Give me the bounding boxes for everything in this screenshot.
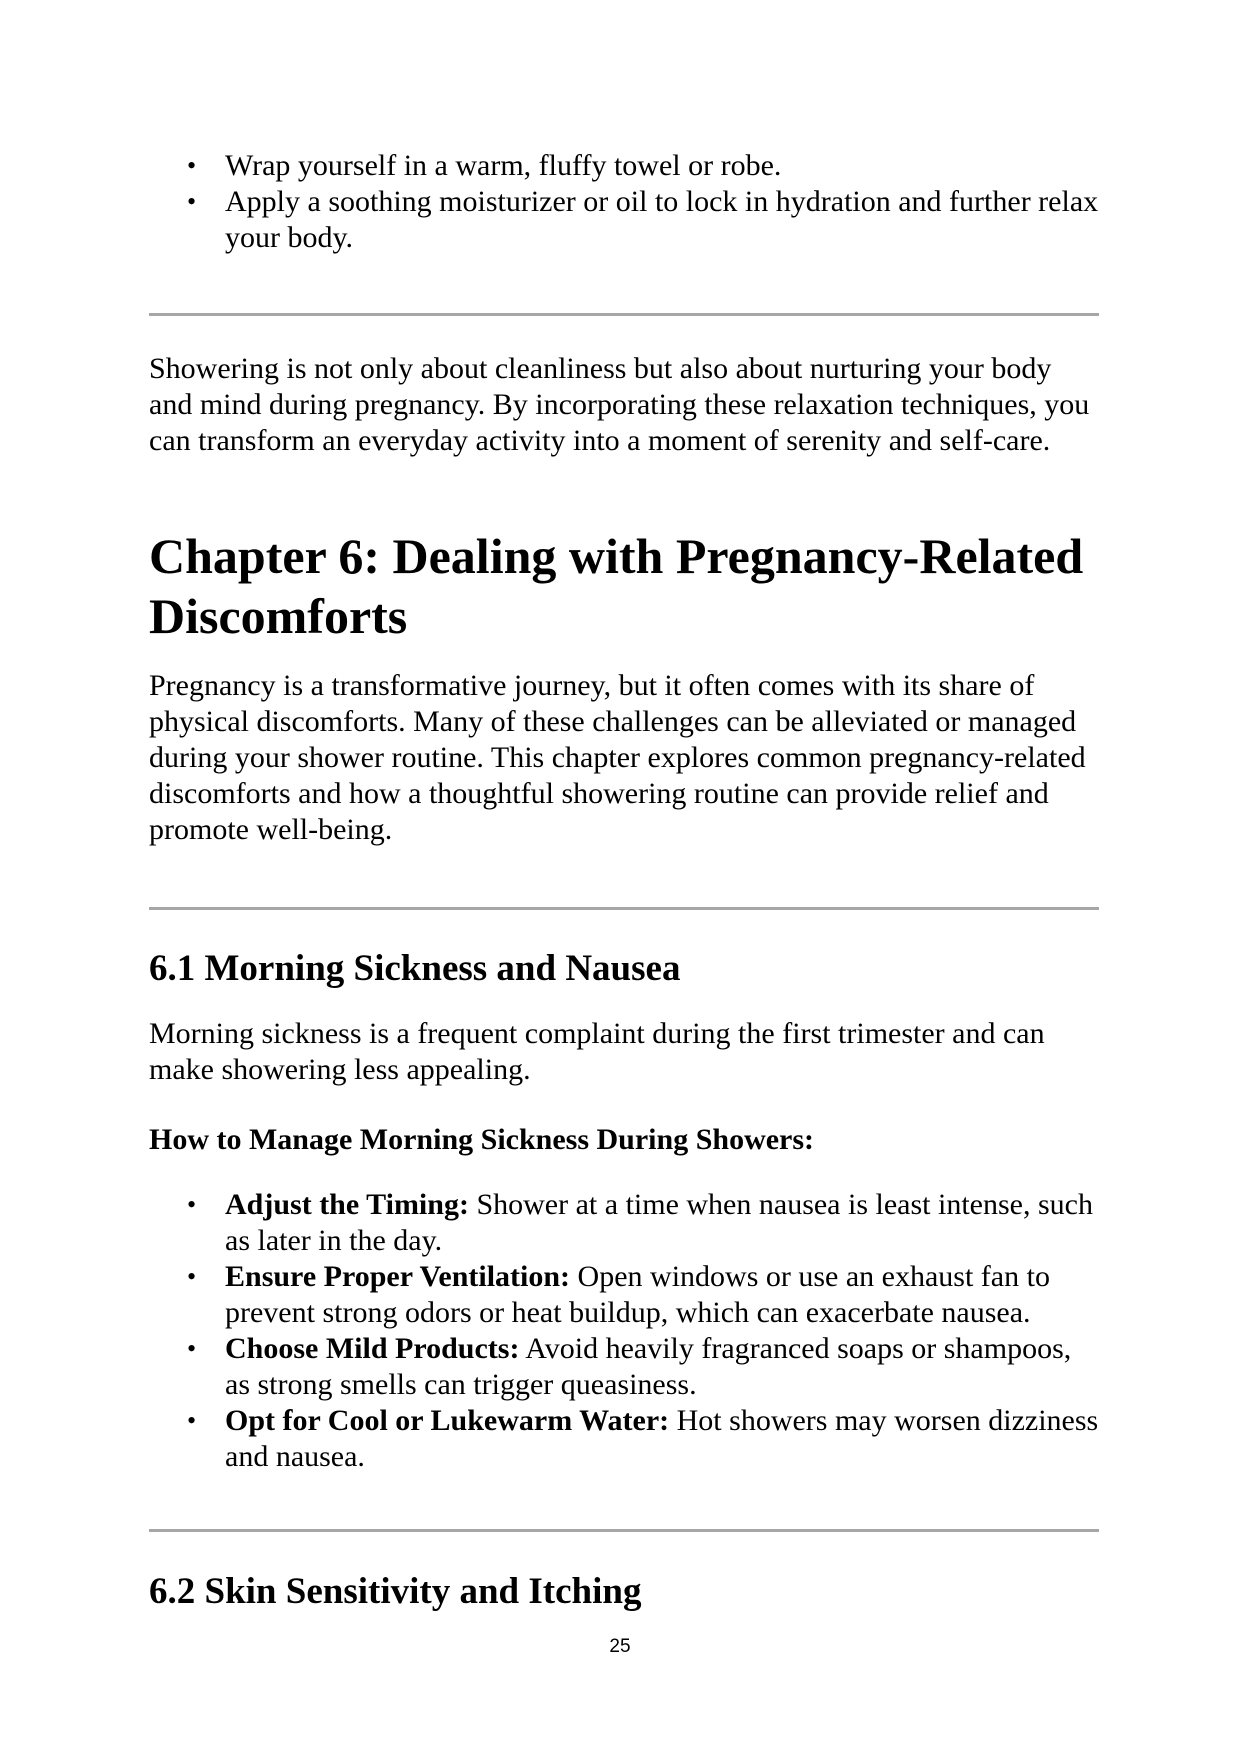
closing-paragraph: Showering is not only about cleanliness but also about nurturing your body and mind during pregnancy. By incorporating these relaxation techniques, you can transform an everyday activity into a moment of serenity and self-care. bbox=[149, 352, 1090, 457]
section-heading-6-1: 6.1 Morning Sickness and Nausea bbox=[149, 948, 681, 989]
divider bbox=[149, 907, 1099, 910]
divider bbox=[149, 313, 1099, 316]
section-heading-6-2: 6.2 Skin Sensitivity and Itching bbox=[149, 1571, 642, 1612]
bullet-icon: • bbox=[187, 1334, 197, 1363]
top-bullet-list bbox=[149, 148, 1099, 256]
list-item: • Apply a soothing moisturizer or oil to lock in hydration and further relax your body. bbox=[187, 185, 1099, 254]
chapter-title: Chapter 6: Dealing with Pregnancy-Related Discomforts bbox=[149, 528, 1084, 644]
list-item: • Choose Mild Products: Avoid heavily fragranced soaps or shampoos, as strong smells can trigger queasiness. bbox=[187, 1332, 1072, 1401]
bullet-icon: • bbox=[187, 1262, 197, 1291]
bullet-icon: • bbox=[187, 187, 197, 216]
list-item: • Wrap yourself in a warm, fluffy towel or robe. bbox=[187, 149, 782, 182]
list-item: • Ensure Proper Ventilation: Open windows or use an exhaust fan to prevent strong odors or heat buildup, which can exacerbate nausea. bbox=[187, 1260, 1050, 1329]
tips-list bbox=[149, 1187, 1099, 1475]
divider bbox=[149, 1529, 1099, 1532]
list-item: • Opt for Cool or Lukewarm Water: Hot showers may worsen dizziness and nausea. bbox=[187, 1404, 1099, 1473]
bullet-icon: • bbox=[187, 1190, 197, 1219]
section-6-1-subheading: How to Manage Morning Sickness During Showers: bbox=[149, 1123, 815, 1156]
page-number: 25 bbox=[609, 1636, 631, 1657]
bullet-icon: • bbox=[187, 1406, 197, 1435]
bullet-icon: • bbox=[187, 151, 197, 180]
chapter-intro: Pregnancy is a transformative journey, but it often comes with its share of physical discomforts. Many of these challenges can be alleviated or managed during your shower routine. This chapter explores common pregnancy-related discomforts and how a thoughtful showering routine can provide relief and promote well-being. bbox=[149, 669, 1086, 846]
section-6-1-text: Morning sickness is a frequent complaint during the first trimester and can make showering less appealing. bbox=[149, 1017, 1045, 1086]
list-item: • Adjust the Timing: Shower at a time when nausea is least intense, such as later in the day. bbox=[187, 1188, 1093, 1257]
